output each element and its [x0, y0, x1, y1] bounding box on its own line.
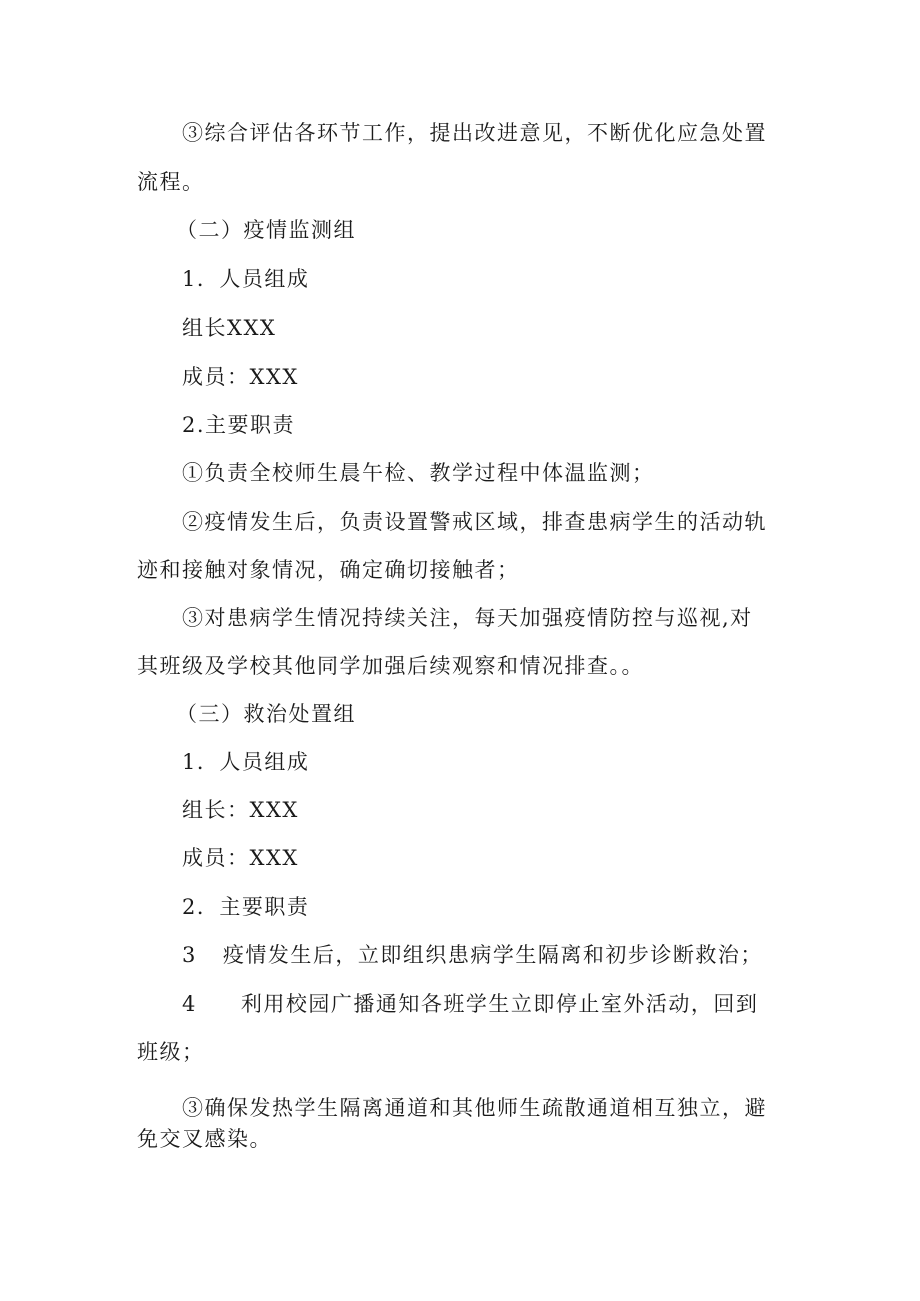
paragraph-evaluate-line-1: ③综合评估各环节工作，提出改进意见，不断优化应急处置: [182, 121, 767, 145]
monitoring-leader: 组长XXX: [182, 316, 277, 340]
treatment-duty-3-line-2: 免交叉感染。: [137, 1127, 272, 1151]
treatment-duty-2-line-2: 班级；: [137, 1040, 205, 1064]
treatment-duty-2-text: 利用校园广播通知各班学生立即停止室外活动，回到: [240, 992, 759, 1016]
section-heading-treatment: （三）救治处置组: [176, 702, 356, 726]
treatment-duties-heading: 2．主要职责: [182, 895, 310, 919]
treatment-leader: 组长：XXX: [182, 798, 299, 822]
section-heading-monitoring: （二）疫情监测组: [176, 218, 356, 242]
treatment-duty-2-number: 4: [182, 992, 197, 1016]
treatment-duty-1-text: 疫情发生后，立即组织患病学生隔离和初步诊断救治；: [222, 943, 763, 967]
monitoring-duty-3-line-1: ③对患病学生情况持续关注，每天加强疫情防控与巡视,对: [182, 606, 753, 630]
monitoring-duty-2-line-1: ②疫情发生后，负责设置警戒区域，排查患病学生的活动轨: [182, 510, 767, 534]
treatment-members: 成员：XXX: [182, 846, 299, 870]
monitoring-members: 成员：XXX: [182, 365, 299, 389]
treatment-duty-1: [182, 940, 763, 970]
monitoring-duty-1: ①负责全校师生晨午检、教学过程中体温监测；: [182, 461, 655, 485]
treatment-duty-3-line-1: ③确保发热学生隔离通道和其他师生疏散通道相互独立，避: [182, 1096, 767, 1120]
monitoring-members-heading: 1．人员组成: [182, 267, 310, 291]
monitoring-duties-heading: 2.主要职责: [182, 413, 296, 437]
monitoring-duty-3-line-2: 其班级及学校其他同学加强后续观察和情况排查。。: [137, 654, 644, 678]
treatment-members-heading: 1．人员组成: [182, 750, 310, 774]
treatment-duty-2-line-1: [182, 989, 758, 1019]
monitoring-duty-2-line-2: 迹和接触对象情况，确定确切接触者；: [137, 558, 520, 582]
paragraph-evaluate-line-2: 流程。: [137, 170, 205, 194]
treatment-duty-1-number: 3: [182, 943, 197, 967]
